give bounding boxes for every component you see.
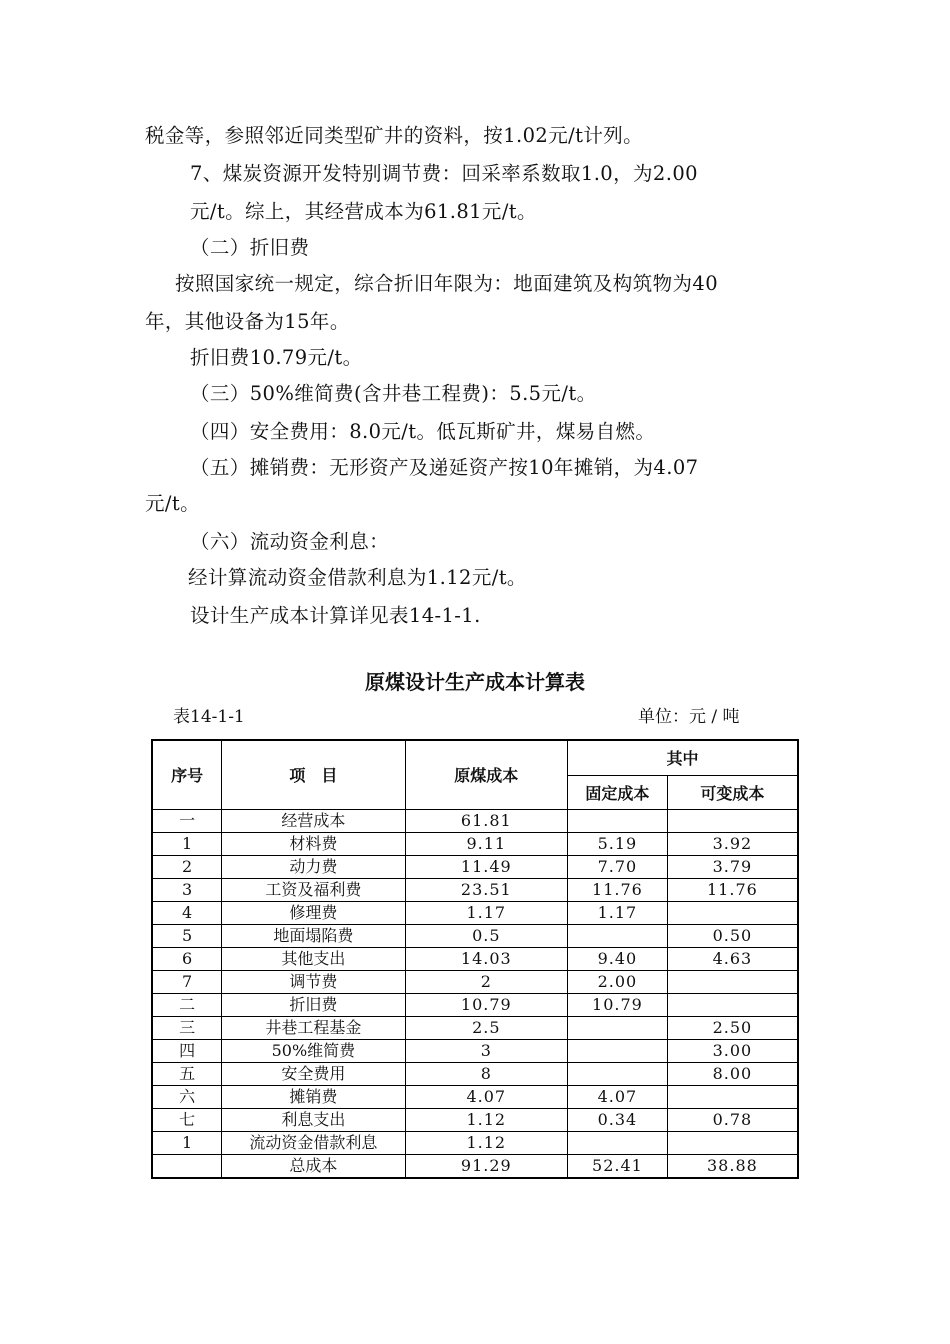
- cell-seq: [152, 1154, 222, 1178]
- paragraph-depreciation-rule: 按照国家统一规定，综合折旧年限为：地面建筑及构筑物为40: [175, 272, 719, 295]
- cell-fixed: [568, 809, 668, 832]
- table-row: [152, 1062, 798, 1085]
- table-row-total: [152, 1154, 798, 1178]
- cell-seq: 二: [152, 993, 222, 1016]
- cell-item: 摊销费: [222, 1085, 405, 1108]
- cell-fixed: 9.40: [568, 947, 668, 970]
- paragraph-depreciation-rule-cont: 年，其他设备为15年。: [145, 310, 350, 333]
- table-row: [152, 1108, 798, 1131]
- cell-item: 其他支出: [222, 947, 405, 970]
- cell-variable: [667, 809, 798, 832]
- cell-variable: [667, 1085, 798, 1108]
- cell-fixed: [568, 1039, 668, 1062]
- paragraph-adjustment-fee: 7、煤炭资源开发特别调节费：回采率系数取1.0，为2.00: [190, 162, 698, 185]
- paragraph-operating-cost: 元/t。综上，其经营成本为61.81元/t。: [190, 200, 537, 223]
- cell-variable: 8.00: [667, 1062, 798, 1085]
- cell-raw: 61.81: [405, 809, 567, 832]
- cell-raw: 1.12: [405, 1131, 567, 1154]
- paragraph-table-ref: 设计生产成本计算详见表14-1-1.: [190, 604, 481, 627]
- unit-label: 单位：元 / 吨: [638, 707, 740, 727]
- cell-item: 调节费: [222, 970, 405, 993]
- cell-seq: 三: [152, 1016, 222, 1039]
- cell-variable: 38.88: [667, 1154, 798, 1178]
- table-row: [152, 1039, 798, 1062]
- paragraph-safety: （四）安全费用：8.0元/t。低瓦斯矿井，煤易自燃。: [190, 420, 656, 443]
- heading-depreciation: （二）折旧费: [190, 236, 310, 259]
- cell-raw: 10.79: [405, 993, 567, 1016]
- table-row: [152, 878, 798, 901]
- cell-variable: [667, 1131, 798, 1154]
- paragraph-tax: 税金等，参照邻近同类型矿井的资料，按1.02元/t计列。: [145, 124, 644, 147]
- cell-seq: 五: [152, 1062, 222, 1085]
- cell-item: 地面塌陷费: [222, 924, 405, 947]
- table-row: [152, 1131, 798, 1154]
- paragraph-amortization: （五）摊销费：无形资产及递延资产按10年摊销，为4.07: [190, 456, 699, 479]
- cell-fixed: 52.41: [568, 1154, 668, 1178]
- table-row: [152, 832, 798, 855]
- header-raw-cost: 原煤成本: [405, 740, 567, 809]
- cell-raw: 23.51: [405, 878, 567, 901]
- cell-raw: 0.5: [405, 924, 567, 947]
- cell-variable: 11.76: [667, 878, 798, 901]
- table-row: [152, 993, 798, 1016]
- cell-seq: 2: [152, 855, 222, 878]
- cell-seq: 7: [152, 970, 222, 993]
- cell-item: 利息支出: [222, 1108, 405, 1131]
- cell-variable: [667, 970, 798, 993]
- cell-fixed: [568, 1131, 668, 1154]
- cell-item: 流动资金借款利息: [222, 1131, 405, 1154]
- table-row: [152, 855, 798, 878]
- cell-raw: 2: [405, 970, 567, 993]
- cell-fixed: 11.76: [568, 878, 668, 901]
- cell-item: 动力费: [222, 855, 405, 878]
- header-variable-cost: 可变成本: [667, 775, 798, 809]
- paragraph-depreciation-value: 折旧费10.79元/t。: [190, 346, 363, 369]
- header-seq: 序号: [152, 740, 222, 809]
- cell-raw: 1.12: [405, 1108, 567, 1131]
- cell-item: 工资及福利费: [222, 878, 405, 901]
- cell-variable: 3.00: [667, 1039, 798, 1062]
- cell-item: 50%维简费: [222, 1039, 405, 1062]
- cell-seq: 六: [152, 1085, 222, 1108]
- cell-raw: 3: [405, 1039, 567, 1062]
- cell-fixed: 2.00: [568, 970, 668, 993]
- cell-variable: 3.79: [667, 855, 798, 878]
- cell-fixed: 10.79: [568, 993, 668, 1016]
- cell-fixed: [568, 1062, 668, 1085]
- cell-raw: 11.49: [405, 855, 567, 878]
- cell-item: 折旧费: [222, 993, 405, 1016]
- paragraph-interest: 经计算流动资金借款利息为1.12元/t。: [188, 566, 527, 589]
- table-row: [152, 924, 798, 947]
- cell-fixed: 4.07: [568, 1085, 668, 1108]
- table-row: [152, 970, 798, 993]
- cell-seq: 七: [152, 1108, 222, 1131]
- table-row: [152, 947, 798, 970]
- cell-raw: 1.17: [405, 901, 567, 924]
- header-of-which: 其中: [568, 740, 798, 775]
- cell-variable: 0.50: [667, 924, 798, 947]
- cell-variable: [667, 901, 798, 924]
- cell-raw: 14.03: [405, 947, 567, 970]
- cell-fixed: 5.19: [568, 832, 668, 855]
- cell-seq: 一: [152, 809, 222, 832]
- cell-raw: 8: [405, 1062, 567, 1085]
- cell-item: 井巷工程基金: [222, 1016, 405, 1039]
- table-row: [152, 1085, 798, 1108]
- cell-variable: 2.50: [667, 1016, 798, 1039]
- heading-working-capital: （六）流动资金利息：: [190, 530, 390, 553]
- header-fixed-cost: 固定成本: [568, 775, 668, 809]
- cell-item: 总成本: [222, 1154, 405, 1178]
- cell-seq: 5: [152, 924, 222, 947]
- table-row: [152, 809, 798, 832]
- cell-fixed: [568, 1016, 668, 1039]
- table-row: [152, 901, 798, 924]
- cell-item: 材料费: [222, 832, 405, 855]
- header-item: 项 目: [222, 740, 405, 809]
- cell-raw: 91.29: [405, 1154, 567, 1178]
- cell-seq: 6: [152, 947, 222, 970]
- table-title: 原煤设计生产成本计算表: [365, 670, 585, 694]
- cell-raw: 4.07: [405, 1085, 567, 1108]
- cell-item: 修理费: [222, 901, 405, 924]
- cell-fixed: [568, 924, 668, 947]
- cell-variable: [667, 993, 798, 1016]
- paragraph-maintenance: （三）50%维简费(含井巷工程费)：5.5元/t。: [190, 382, 597, 405]
- cell-item: 安全费用: [222, 1062, 405, 1085]
- cost-table: [151, 739, 799, 1179]
- paragraph-amortization-cont: 元/t。: [145, 492, 201, 515]
- cell-raw: 9.11: [405, 832, 567, 855]
- cell-seq: 四: [152, 1039, 222, 1062]
- cell-seq: 1: [152, 832, 222, 855]
- cell-variable: 4.63: [667, 947, 798, 970]
- cell-raw: 2.5: [405, 1016, 567, 1039]
- cell-variable: 0.78: [667, 1108, 798, 1131]
- cell-variable: 3.92: [667, 832, 798, 855]
- table-row: [152, 1016, 798, 1039]
- cell-fixed: 7.70: [568, 855, 668, 878]
- table-label: 表14-1-1: [173, 707, 245, 727]
- cell-seq: 1: [152, 1131, 222, 1154]
- cell-seq: 3: [152, 878, 222, 901]
- cell-seq: 4: [152, 901, 222, 924]
- cell-item: 经营成本: [222, 809, 405, 832]
- cell-fixed: 1.17: [568, 901, 668, 924]
- cell-fixed: 0.34: [568, 1108, 668, 1131]
